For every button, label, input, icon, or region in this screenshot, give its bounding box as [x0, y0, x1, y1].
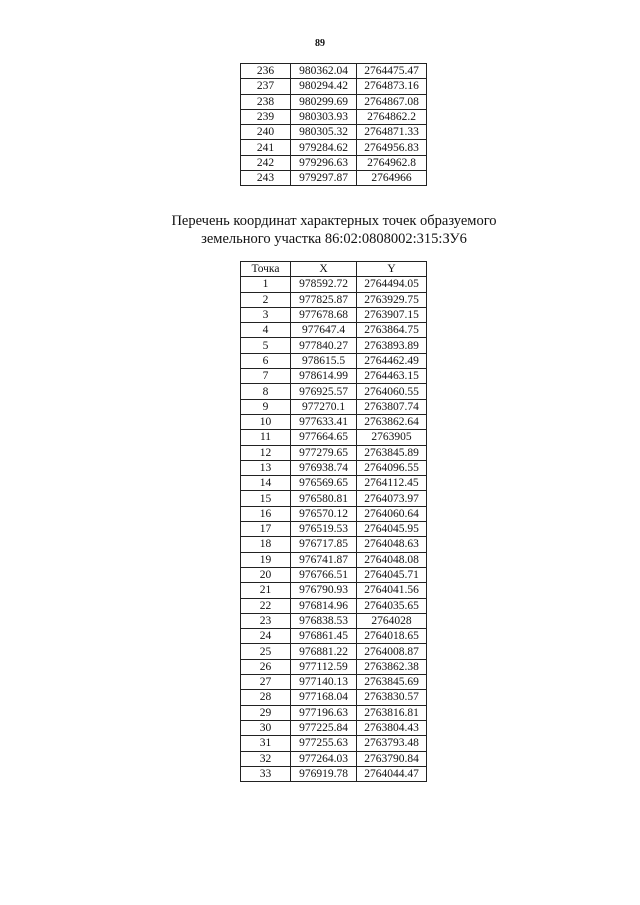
x-cell: 976814.96 — [291, 598, 357, 613]
table-row — [241, 690, 427, 705]
table-row — [241, 583, 427, 598]
table-row — [241, 751, 427, 766]
table-row — [241, 323, 427, 338]
point-cell: 16 — [241, 506, 291, 521]
x-cell: 979284.62 — [291, 140, 357, 155]
table-row — [241, 720, 427, 735]
y-cell: 2764048.63 — [357, 537, 427, 552]
point-cell: 237 — [241, 79, 291, 94]
y-cell: 2764041.56 — [357, 583, 427, 598]
section-heading-line-1: Перечень координат характерных точек образуемого — [171, 213, 497, 229]
y-cell: 2763905 — [357, 430, 427, 445]
coordinates-table-header — [241, 262, 427, 277]
header-y: Y — [357, 262, 427, 277]
x-cell: 976766.51 — [291, 567, 357, 582]
x-cell: 976570.12 — [291, 506, 357, 521]
y-cell: 2764028 — [357, 613, 427, 628]
x-cell: 977112.59 — [291, 659, 357, 674]
y-cell: 2764045.95 — [357, 522, 427, 537]
point-cell: 12 — [241, 445, 291, 460]
table-row — [241, 659, 427, 674]
table-row — [241, 155, 427, 170]
table-row — [241, 399, 427, 414]
point-cell: 236 — [241, 64, 291, 79]
point-cell: 33 — [241, 766, 291, 781]
table-row — [241, 613, 427, 628]
y-cell: 2764463.15 — [357, 369, 427, 384]
table-row — [241, 64, 427, 79]
table-row — [241, 460, 427, 475]
y-cell: 2764862.2 — [357, 109, 427, 124]
x-cell: 977678.68 — [291, 307, 357, 322]
y-cell: 2764494.05 — [357, 277, 427, 292]
table-row — [241, 476, 427, 491]
x-cell: 976569.65 — [291, 476, 357, 491]
section-heading — [0, 212, 640, 248]
point-cell: 18 — [241, 537, 291, 552]
x-cell: 976938.74 — [291, 460, 357, 475]
point-cell: 1 — [241, 277, 291, 292]
x-cell: 976925.57 — [291, 384, 357, 399]
point-cell: 14 — [241, 476, 291, 491]
table-row — [241, 736, 427, 751]
x-cell: 977633.41 — [291, 414, 357, 429]
x-cell: 977264.03 — [291, 751, 357, 766]
x-cell: 976717.85 — [291, 537, 357, 552]
y-cell: 2764956.83 — [357, 140, 427, 155]
y-cell: 2763862.38 — [357, 659, 427, 674]
point-cell: 238 — [241, 94, 291, 109]
y-cell: 2764035.65 — [357, 598, 427, 613]
x-cell: 976861.45 — [291, 629, 357, 644]
x-cell: 980305.32 — [291, 125, 357, 140]
y-cell: 2763807.74 — [357, 399, 427, 414]
y-cell: 2763830.57 — [357, 690, 427, 705]
y-cell: 2764096.55 — [357, 460, 427, 475]
point-cell: 21 — [241, 583, 291, 598]
x-cell: 977168.04 — [291, 690, 357, 705]
table-row — [241, 94, 427, 109]
y-cell: 2764044.47 — [357, 766, 427, 781]
point-cell: 32 — [241, 751, 291, 766]
x-cell: 976519.53 — [291, 522, 357, 537]
x-cell: 979297.87 — [291, 171, 357, 186]
table-row — [241, 766, 427, 781]
y-cell: 2763816.81 — [357, 705, 427, 720]
point-cell: 3 — [241, 307, 291, 322]
table-row — [241, 79, 427, 94]
table-row — [241, 675, 427, 690]
y-cell: 2763804.43 — [357, 720, 427, 735]
table-row — [241, 522, 427, 537]
point-cell: 31 — [241, 736, 291, 751]
y-cell: 2764966 — [357, 171, 427, 186]
coordinates-table-body — [241, 277, 427, 782]
point-cell: 11 — [241, 430, 291, 445]
point-cell: 20 — [241, 567, 291, 582]
point-cell: 25 — [241, 644, 291, 659]
x-cell: 977140.13 — [291, 675, 357, 690]
y-cell: 2764073.97 — [357, 491, 427, 506]
x-cell: 977279.65 — [291, 445, 357, 460]
point-cell: 13 — [241, 460, 291, 475]
table-row — [241, 598, 427, 613]
table-row — [241, 292, 427, 307]
point-cell: 5 — [241, 338, 291, 353]
point-cell: 4 — [241, 323, 291, 338]
point-cell: 27 — [241, 675, 291, 690]
y-cell: 2764871.33 — [357, 125, 427, 140]
point-cell: 19 — [241, 552, 291, 567]
x-cell: 978592.72 — [291, 277, 357, 292]
point-cell: 9 — [241, 399, 291, 414]
coordinates-table — [240, 261, 427, 782]
x-cell: 977270.1 — [291, 399, 357, 414]
point-cell: 22 — [241, 598, 291, 613]
point-cell: 2 — [241, 292, 291, 307]
y-cell: 2763793.48 — [357, 736, 427, 751]
point-cell: 8 — [241, 384, 291, 399]
point-cell: 26 — [241, 659, 291, 674]
x-cell: 977196.63 — [291, 705, 357, 720]
table-row — [241, 506, 427, 521]
section-heading-line-2: земельного участка 86:02:0808002:315:ЗУ6 — [201, 231, 467, 247]
header-point: Точка — [241, 262, 291, 277]
y-cell: 2764962.8 — [357, 155, 427, 170]
table-row — [241, 430, 427, 445]
y-cell: 2763864.75 — [357, 323, 427, 338]
y-cell: 2764008.87 — [357, 644, 427, 659]
table-row — [241, 644, 427, 659]
y-cell: 2764045.71 — [357, 567, 427, 582]
table-row — [241, 567, 427, 582]
y-cell: 2763862.64 — [357, 414, 427, 429]
table-row — [241, 629, 427, 644]
table-row — [241, 537, 427, 552]
table-row — [241, 491, 427, 506]
y-cell: 2763893.89 — [357, 338, 427, 353]
table-row — [241, 353, 427, 368]
x-cell: 980294.42 — [291, 79, 357, 94]
x-cell: 980362.04 — [291, 64, 357, 79]
point-cell: 29 — [241, 705, 291, 720]
point-cell: 243 — [241, 171, 291, 186]
y-cell: 2764060.64 — [357, 506, 427, 521]
table-row — [241, 277, 427, 292]
table-row — [241, 445, 427, 460]
y-cell: 2764018.65 — [357, 629, 427, 644]
x-cell: 977647.4 — [291, 323, 357, 338]
table-row — [241, 125, 427, 140]
y-cell: 2764462.49 — [357, 353, 427, 368]
point-cell: 241 — [241, 140, 291, 155]
x-cell: 977225.84 — [291, 720, 357, 735]
point-cell: 6 — [241, 353, 291, 368]
table-row — [241, 171, 427, 186]
header-row — [241, 262, 427, 277]
point-cell: 30 — [241, 720, 291, 735]
table-row — [241, 140, 427, 155]
x-cell: 977664.65 — [291, 430, 357, 445]
x-cell: 979296.63 — [291, 155, 357, 170]
point-cell: 10 — [241, 414, 291, 429]
x-cell: 976580.81 — [291, 491, 357, 506]
point-cell: 7 — [241, 369, 291, 384]
page-number: 89 — [315, 38, 325, 49]
x-cell: 976790.93 — [291, 583, 357, 598]
coordinates-table-continued — [240, 63, 427, 186]
point-cell: 242 — [241, 155, 291, 170]
table-row — [241, 384, 427, 399]
y-cell: 2763790.84 — [357, 751, 427, 766]
table-row — [241, 338, 427, 353]
x-cell: 980299.69 — [291, 94, 357, 109]
point-cell: 239 — [241, 109, 291, 124]
x-cell: 976919.78 — [291, 766, 357, 781]
x-cell: 977255.63 — [291, 736, 357, 751]
x-cell: 977825.87 — [291, 292, 357, 307]
header-x: X — [291, 262, 357, 277]
x-cell: 976741.87 — [291, 552, 357, 567]
y-cell: 2763929.75 — [357, 292, 427, 307]
point-cell: 28 — [241, 690, 291, 705]
x-cell: 976881.22 — [291, 644, 357, 659]
y-cell: 2764475.47 — [357, 64, 427, 79]
y-cell: 2764048.08 — [357, 552, 427, 567]
point-cell: 240 — [241, 125, 291, 140]
point-cell: 17 — [241, 522, 291, 537]
coordinates-table-continued-body — [241, 64, 427, 186]
y-cell: 2764112.45 — [357, 476, 427, 491]
y-cell: 2764867.08 — [357, 94, 427, 109]
x-cell: 976838.53 — [291, 613, 357, 628]
table-row — [241, 307, 427, 322]
x-cell: 977840.27 — [291, 338, 357, 353]
x-cell: 980303.93 — [291, 109, 357, 124]
y-cell: 2763907.15 — [357, 307, 427, 322]
y-cell: 2763845.69 — [357, 675, 427, 690]
point-cell: 23 — [241, 613, 291, 628]
table-row — [241, 414, 427, 429]
point-cell: 15 — [241, 491, 291, 506]
x-cell: 978615.5 — [291, 353, 357, 368]
x-cell: 978614.99 — [291, 369, 357, 384]
table-row — [241, 369, 427, 384]
y-cell: 2764873.16 — [357, 79, 427, 94]
table-row — [241, 705, 427, 720]
point-cell: 24 — [241, 629, 291, 644]
table-row — [241, 109, 427, 124]
y-cell: 2763845.89 — [357, 445, 427, 460]
y-cell: 2764060.55 — [357, 384, 427, 399]
table-row — [241, 552, 427, 567]
